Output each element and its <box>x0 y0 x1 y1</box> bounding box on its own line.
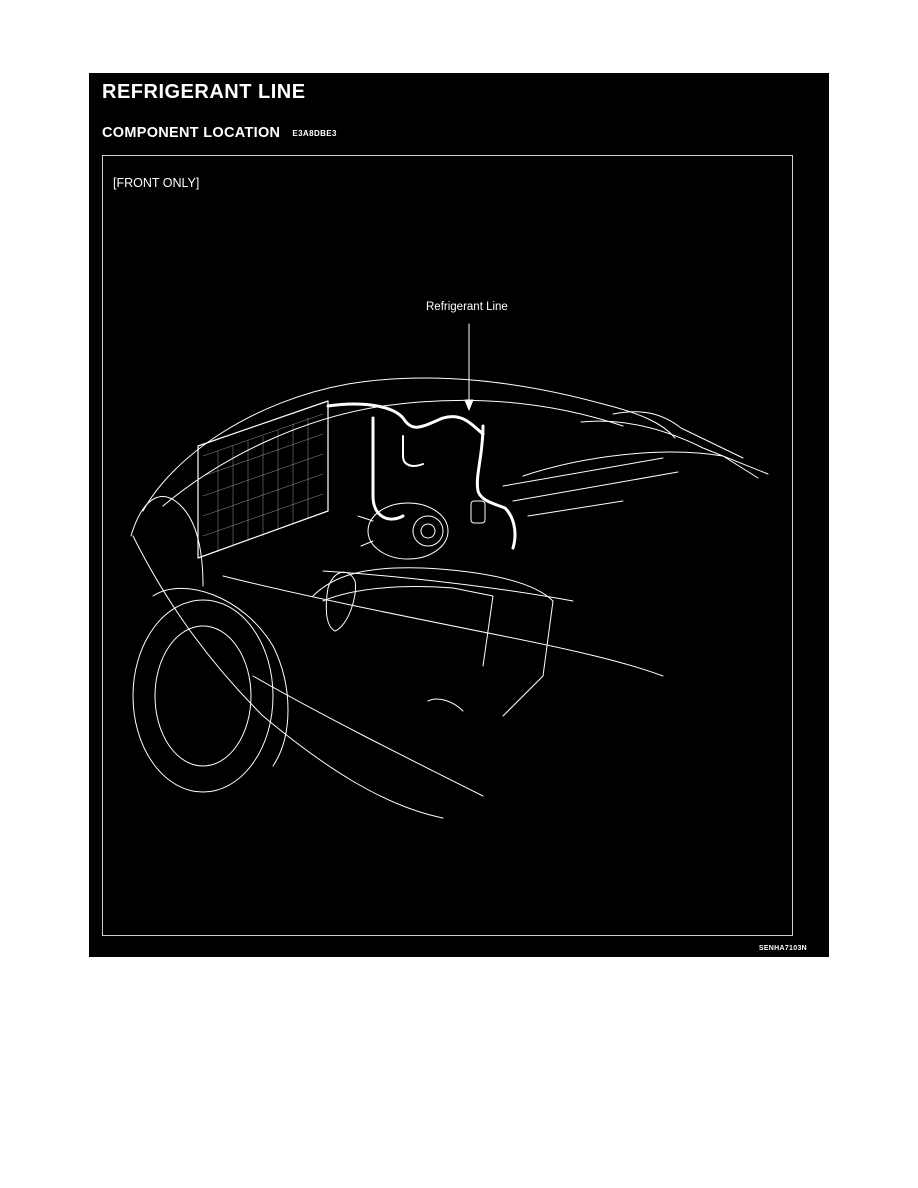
refrigerant-line-c <box>477 426 515 548</box>
manual-page <box>89 73 829 957</box>
hood-inner-line <box>163 400 623 506</box>
document-code: E3A8DBE3 <box>292 129 337 138</box>
front-tire <box>133 600 273 792</box>
beltline <box>323 571 573 601</box>
a-pillar-lines <box>503 458 678 516</box>
compressor <box>358 503 448 559</box>
figure-id: SENHA7103N <box>758 945 807 952</box>
section-subtitle <box>102 125 337 141</box>
side-mirror <box>326 572 355 631</box>
wheel-arch <box>153 588 288 766</box>
car-illustration <box>103 156 792 935</box>
front-fender <box>131 497 203 586</box>
refrigerant-line-a <box>328 404 483 434</box>
door-window <box>323 587 493 666</box>
section-title: REFRIGERANT LINE <box>102 81 306 103</box>
door-handle <box>428 699 463 711</box>
receiver-dryer <box>471 501 485 523</box>
door-outline <box>313 568 553 716</box>
subtitle-text: COMPONENT LOCATION <box>102 125 281 141</box>
windshield-glass <box>523 452 758 478</box>
hood-outline <box>143 378 675 511</box>
windshield-frame <box>613 412 743 458</box>
callout-arrowhead <box>465 400 473 410</box>
side-body-line <box>223 576 663 676</box>
refrigerant-line-callout: Refrigerant Line <box>426 301 508 313</box>
view-label: [FRONT ONLY] <box>113 176 200 190</box>
bumper-line <box>133 536 443 818</box>
illustration-frame <box>102 155 793 936</box>
refrigerant-line-d <box>403 436 423 466</box>
